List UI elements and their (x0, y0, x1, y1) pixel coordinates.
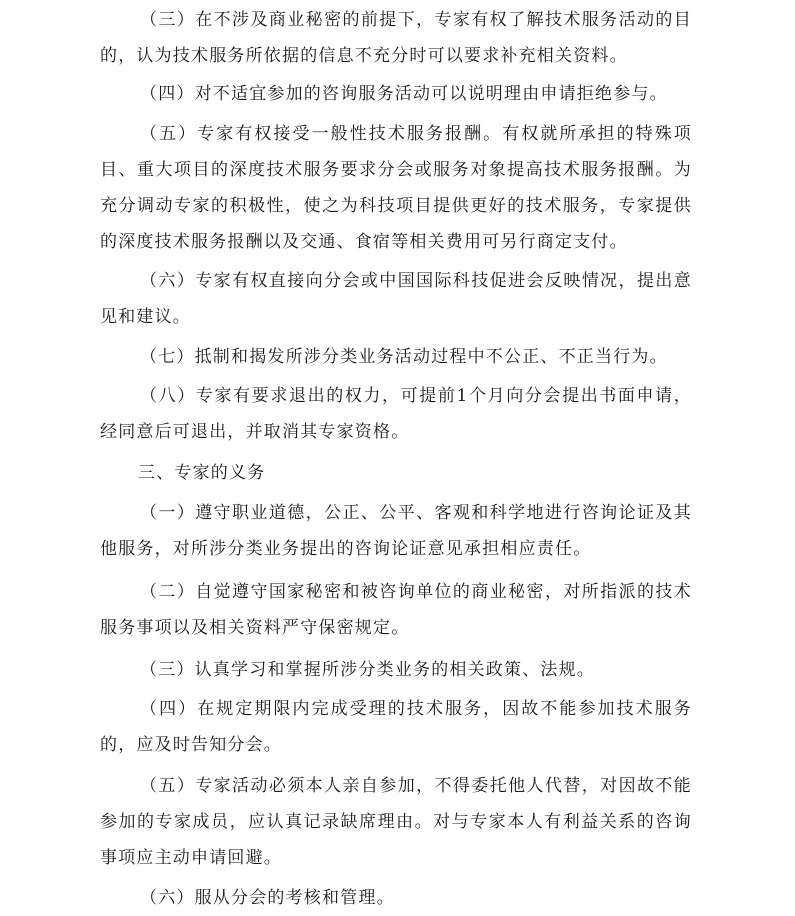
paragraph-duties-2: （二）自觉遵守国家秘密和被咨询单位的商业秘密，对所指派的技术服务事项以及相关资料严守保密规定。 (100, 582, 692, 638)
paragraph-rights-5: （五）专家有权接受一般性技术服务报酬。有权就所承担的特殊项目、重大项目的深度技术服务要求分会或服务对象提高技术服务报酬。为充分调动专家的积极性，使之为科技项目提供更好的技术服务，专家提供的深度技术服务报酬以及交通、食宿等相关费用可另行商定支付。 (100, 124, 692, 252)
paragraph-rights-8: （八）专家有要求退出的权力，可提前1个月向分会提出书面申请，经同意后可退出，并取消其专家资格。 (100, 386, 692, 442)
paragraph-rights-3: （三）在不涉及商业秘密的前提下，专家有权了解技术服务活动的目的，认为技术服务所依据的信息不充分时可以要求补充相关资料。 (100, 10, 692, 66)
paragraph-rights-4: （四）对不适宜参加的咨询服务活动可以说明理由申请拒绝参与。 (140, 84, 668, 104)
paragraph-duties-6: （六）服从分会的考核和管理。 (140, 888, 395, 908)
paragraph-duties-3: （三）认真学习和掌握所涉分类业务的相关政策、法规。 (140, 660, 595, 680)
section-heading-duties: 三、专家的义务 (138, 463, 266, 483)
paragraph-rights-6: （六）专家有权直接向分会或中国国际科技促进会反映情况，提出意见和建议。 (100, 271, 692, 327)
paragraph-duties-4: （四）在规定期限内完成受理的技术服务，因故不能参加技术服务的，应及时告知分会。 (100, 699, 692, 755)
paragraph-duties-1: （一）遵守职业道德，公正、公平、客观和科学地进行咨询论证及其他服务，对所涉分类业务提出的咨询论证意见承担相应责任。 (100, 503, 692, 559)
paragraph-duties-5: （五）专家活动必须本人亲自参加，不得委托他人代替，对因故不能参加的专家成员，应认真记录缺席理由。对与专家本人有利益关系的咨询事项应主动申请回避。 (100, 776, 692, 868)
paragraph-rights-7: （七）抵制和揭发所涉分类业务活动过程中不公正、不正当行为。 (140, 347, 668, 367)
